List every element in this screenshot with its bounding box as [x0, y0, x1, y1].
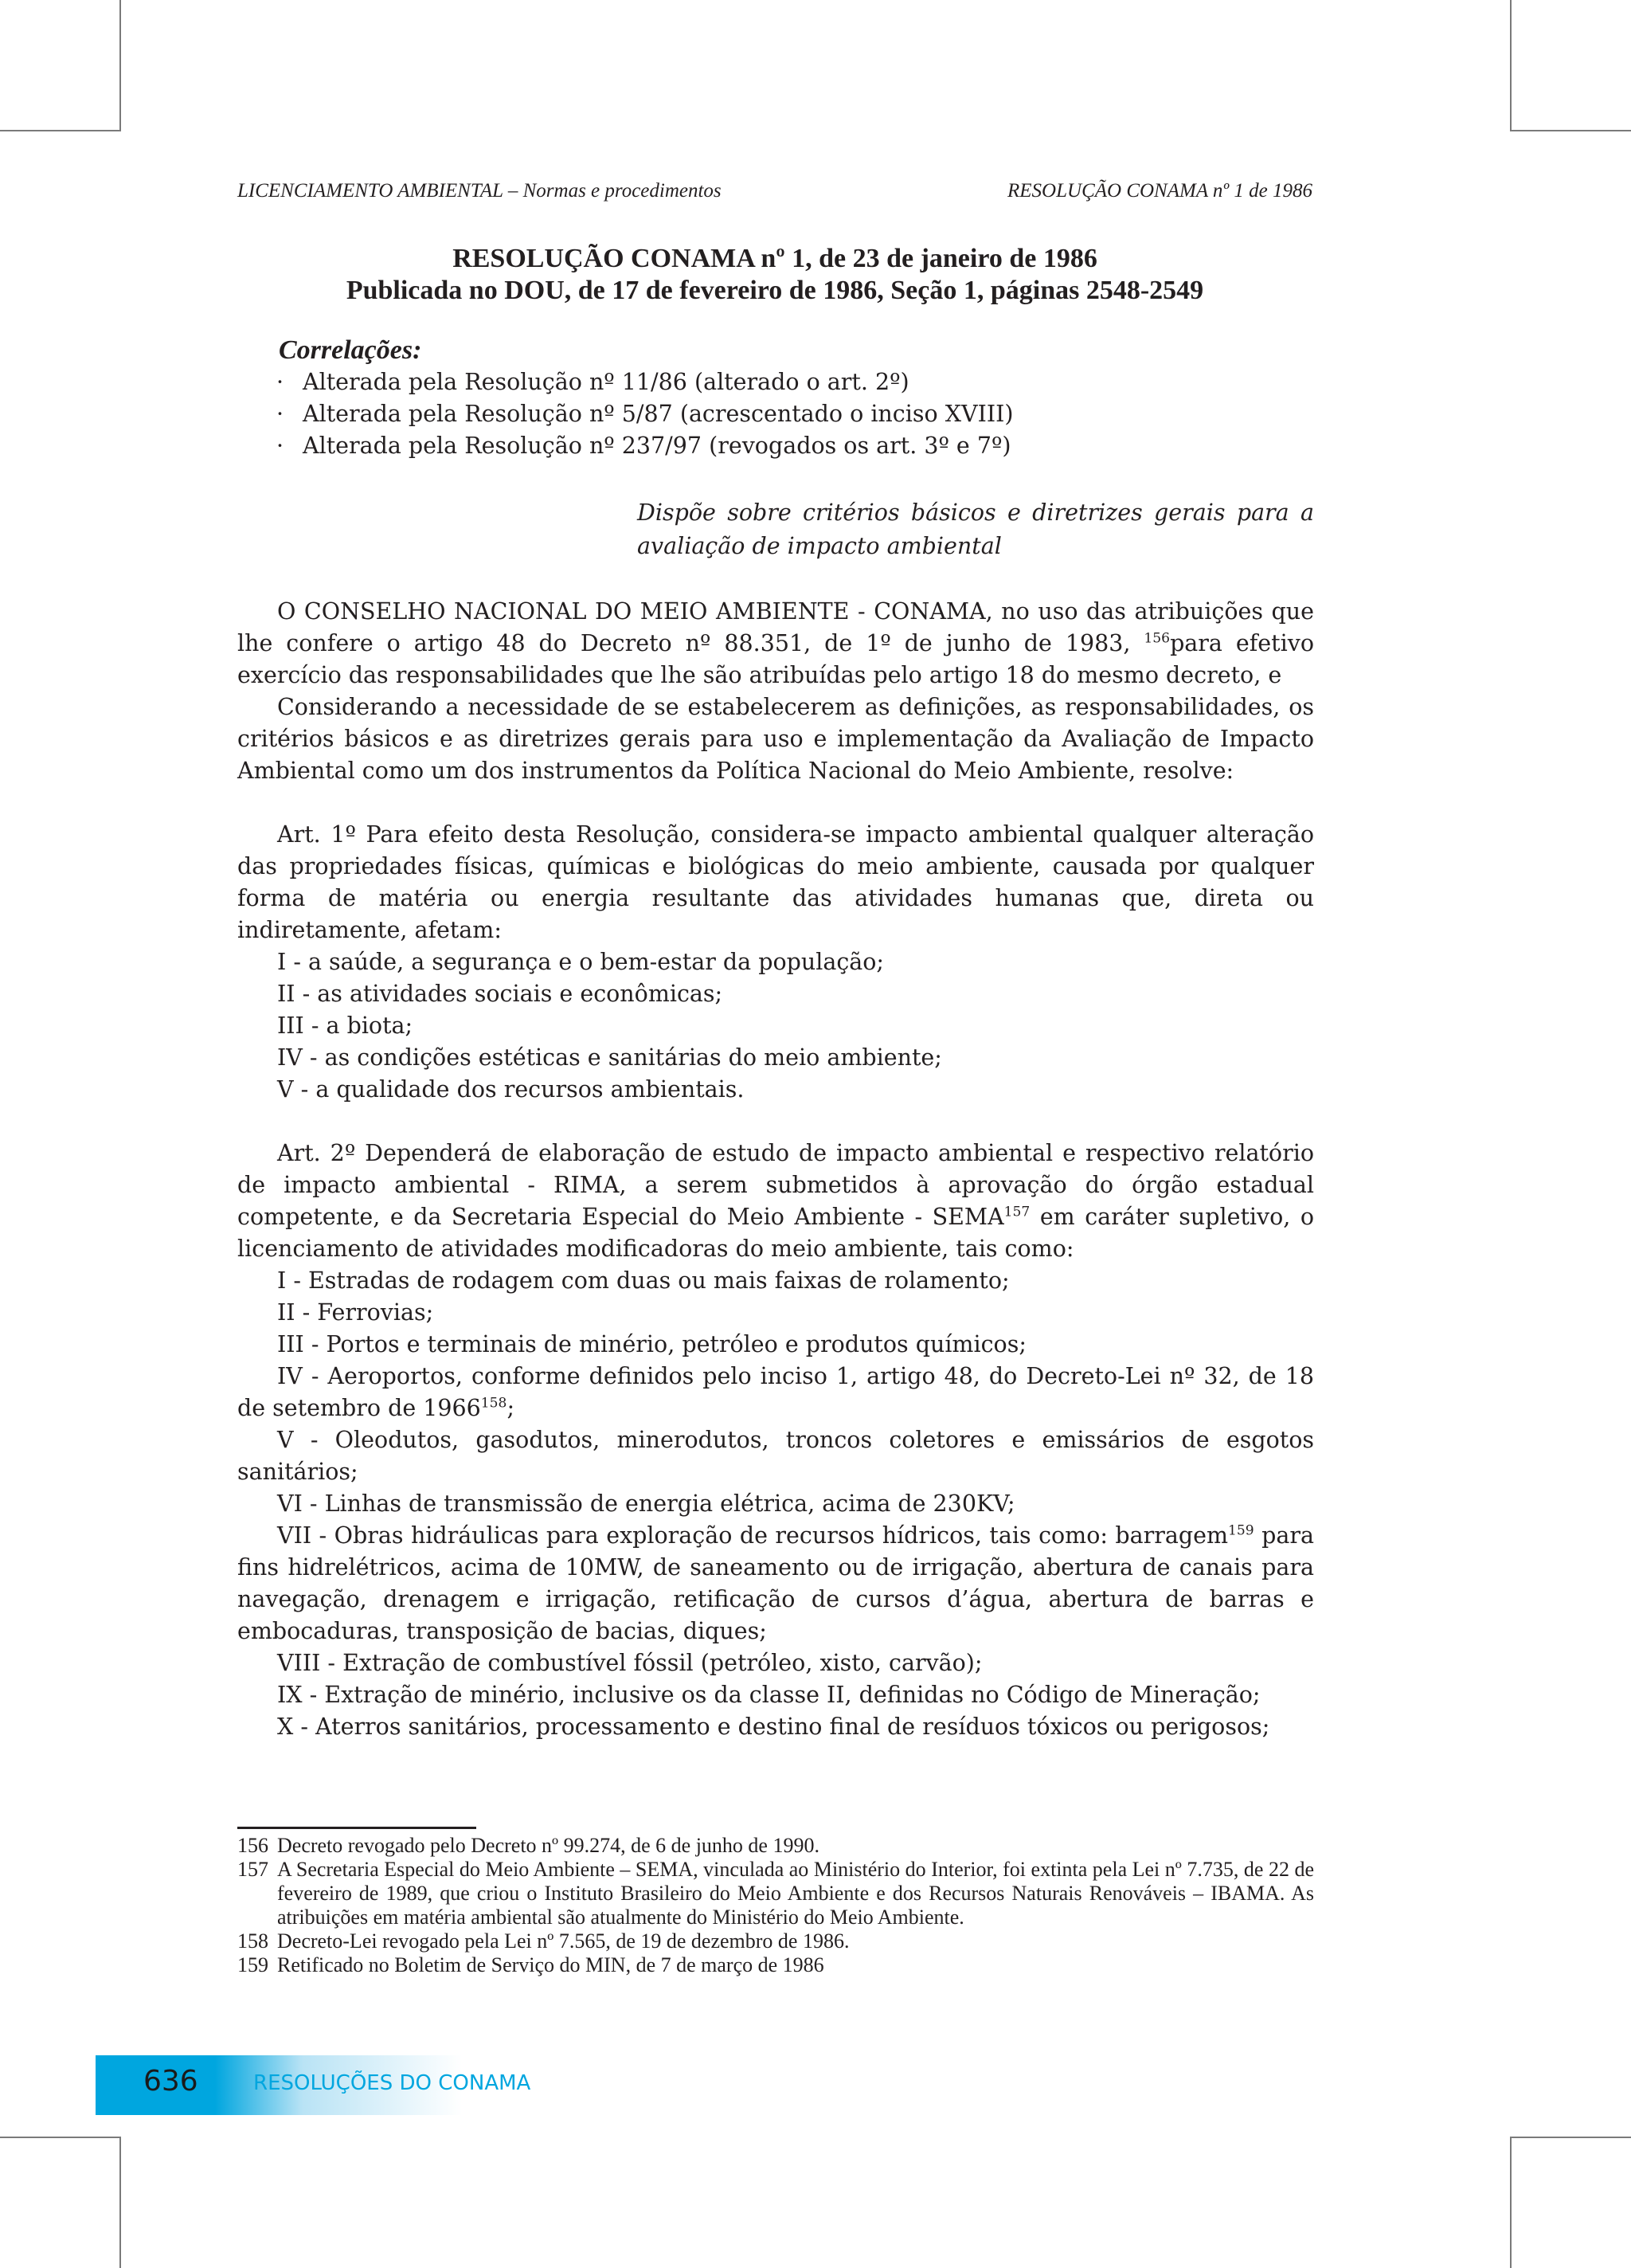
article-1-intro: Art. 1º Para efeito desta Resolução, considera-se impacto ambiental qualquer alteração das propriedades físicas, químicas e biológicas do meio ambiente, causada por qualquer forma de matéria ou energia resultante das atividades humanas que, direta ou indiretamente, afetam:: [237, 821, 1314, 943]
footnote-separator: [237, 1827, 476, 1829]
footnote-ref[interactable]: 156: [1144, 630, 1171, 647]
crop-mark: [0, 2137, 121, 2138]
crop-mark: [1510, 2137, 1631, 2138]
title-line-1: RESOLUÇÃO CONAMA nº 1, de 23 de janeiro de 1986: [452, 244, 1097, 273]
correlation-text: Alterada pela Resolução nº 11/86 (alterado o art. 2º): [303, 369, 909, 395]
running-head-right: RESOLUÇÃO CONAMA nº 1 de 1986: [1007, 180, 1312, 202]
article-2-intro: [237, 1138, 1314, 1265]
correlation-text: Alterada pela Resolução nº 237/97 (revogados os art. 3º e 7º): [303, 433, 1011, 459]
page-number: 636: [143, 2065, 198, 2098]
footnote: [237, 1953, 1314, 1977]
footnote-ref[interactable]: 158: [480, 1395, 507, 1412]
article-1-item: III - a biota;: [277, 1013, 413, 1039]
correlation-item: [276, 430, 1314, 462]
footnote: [237, 1834, 1314, 1858]
footnote-number: 157: [237, 1858, 268, 1881]
article-1-item: II - as atividades sociais e econômicas;: [277, 981, 723, 1007]
article-text: Art. 2º Dependerá de elaboração de estudo de impacto ambiental e respectivo relatório de impacto ambiental - RIMA, a serem submetidos à aprovação do órgão estadual competente, e da Secretaria Especial do Meio Ambiente - SEMA: [237, 1140, 1314, 1230]
crop-mark: [119, 2137, 121, 2268]
article-2-item: VI - Linhas de transmissão de energia elétrica, acima de 230KV;: [277, 1490, 1015, 1517]
crop-mark: [1510, 0, 1512, 131]
item-text: ;: [507, 1395, 515, 1421]
footnote-number: 159: [237, 1953, 268, 1976]
correlation-item: [276, 398, 1314, 430]
article-2-item: VIII - Extração de combustível fóssil (petróleo, xisto, carvão);: [277, 1650, 983, 1676]
section-name: RESOLUÇÕES DO CONAMA: [253, 2071, 531, 2095]
correlation-item: [276, 366, 1314, 398]
correlations-heading: Correlações:: [279, 335, 422, 365]
footnotes: [237, 1834, 1314, 1977]
crop-mark: [1510, 130, 1631, 131]
title-line-2: Publicada no DOU, de 17 de fevereiro de 1986, Seção 1, páginas 2548-2549: [346, 276, 1204, 305]
document-title: [237, 243, 1312, 307]
correlation-text: Alterada pela Resolução nº 5/87 (acrescentado o inciso XVIII): [303, 401, 1014, 427]
footnote-ref[interactable]: 157: [1003, 1204, 1031, 1220]
preamble-text: para efetivo exercício das responsabilidades que lhe são atribuídas pelo artigo 18 do mesmo decreto, e: [237, 630, 1314, 688]
footnote-text: Decreto-Lei revogado pela Lei nº 7.565, de 19 de dezembro de 1986.: [277, 1929, 850, 1953]
article-2-item: V - Oleodutos, gasodutos, minerodutos, troncos coletores e emissários de esgotos sanitários;: [237, 1427, 1314, 1485]
bullet: ·: [276, 433, 284, 459]
body-text: [237, 596, 1314, 1743]
footnote: [237, 1929, 1314, 1953]
article-2-item: [237, 1520, 1314, 1647]
footnote-text: Decreto revogado pelo Decreto nº 99.274, de 6 de junho de 1990.: [277, 1834, 819, 1857]
running-head-left: LICENCIAMENTO AMBIENTAL – Normas e procedimentos: [237, 180, 722, 202]
footnote-number: 158: [237, 1929, 268, 1953]
bullet: ·: [276, 369, 284, 395]
correlations-section: [276, 335, 1314, 462]
footnote-number: 156: [237, 1834, 268, 1857]
article-2-item: III - Portos e terminais de minério, petróleo e produtos químicos;: [277, 1331, 1027, 1357]
article-1-item: I - a saúde, a segurança e o bem-estar da população;: [277, 949, 885, 975]
preamble-paragraph: [237, 596, 1314, 691]
article-2-item: II - Ferrovias;: [277, 1299, 434, 1326]
article-1-item: V - a qualidade dos recursos ambientais.: [277, 1076, 745, 1103]
item-text: VII - Obras hidráulicas para exploração de recursos hídricos, tais como: barragem: [277, 1522, 1229, 1549]
bullet: ·: [276, 401, 284, 427]
article-2-item: X - Aterros sanitários, processamento e destino final de resíduos tóxicos ou perigosos;: [277, 1714, 1270, 1740]
article-1-item: IV - as condições estéticas e sanitárias do meio ambiente;: [277, 1044, 942, 1071]
footnote-text: Retificado no Boletim de Serviço do MIN, de 7 de março de 1986: [277, 1953, 824, 1976]
crop-mark: [1510, 2137, 1512, 2268]
crop-mark: [0, 130, 121, 131]
article-2-item: [237, 1361, 1314, 1424]
footnote: [237, 1858, 1314, 1929]
item-text: para fins hidrelétricos, acima de 10MW, de saneamento ou de irrigação, abertura de canais para navegação, drenagem e irrigação, retificação de cursos d’água, abertura de barras e embocaduras, transposição de bacias, diques;: [237, 1522, 1314, 1644]
crop-mark: [119, 0, 121, 131]
article-2-item: IX - Extração de minério, inclusive os da classe II, definidas no Código de Mineração;: [277, 1682, 1261, 1708]
ementa: Dispõe sobre critérios básicos e diretrizes gerais para a avaliação de impacto ambiental: [637, 499, 1314, 559]
footnote-text: A Secretaria Especial do Meio Ambiente – SEMA, vinculada ao Ministério do Interior, foi extinta pela Lei nº 7.735, de 22 de fevereiro de 1989, que criou o Instituto Brasileiro do Meio Ambiente e dos Recursos Naturais Renováveis – IBAMA. As atribuições em matéria ambiental são atualmente do Ministério do Meio Ambiente.: [277, 1858, 1314, 1929]
footnote-ref[interactable]: 159: [1228, 1522, 1254, 1539]
item-text: IV - Aeroportos, conforme definidos pelo inciso 1, artigo 48, do Decreto-Lei nº 32, de 18 de setembro de 1966: [237, 1363, 1314, 1421]
article-text: em caráter supletivo, o licenciamento de atividades modificadoras do meio ambiente, tais como:: [237, 1204, 1314, 1262]
preamble-paragraph: Considerando a necessidade de se estabelecerem as definições, as responsabilidades, os critérios básicos e as diretrizes gerais para uso e implementação da Avaliação de Impacto Ambiental como um dos instrumentos da Política Nacional do Meio Ambiente, resolve:: [237, 694, 1314, 784]
preamble-text: O CONSELHO NACIONAL DO MEIO AMBIENTE - CONAMA, no uso das atribuições que lhe confere o artigo 48 do Decreto nº 88.351, de 1º de junho de 1983,: [237, 598, 1314, 656]
article-2-item: I - Estradas de rodagem com duas ou mais faixas de rolamento;: [277, 1267, 1010, 1294]
